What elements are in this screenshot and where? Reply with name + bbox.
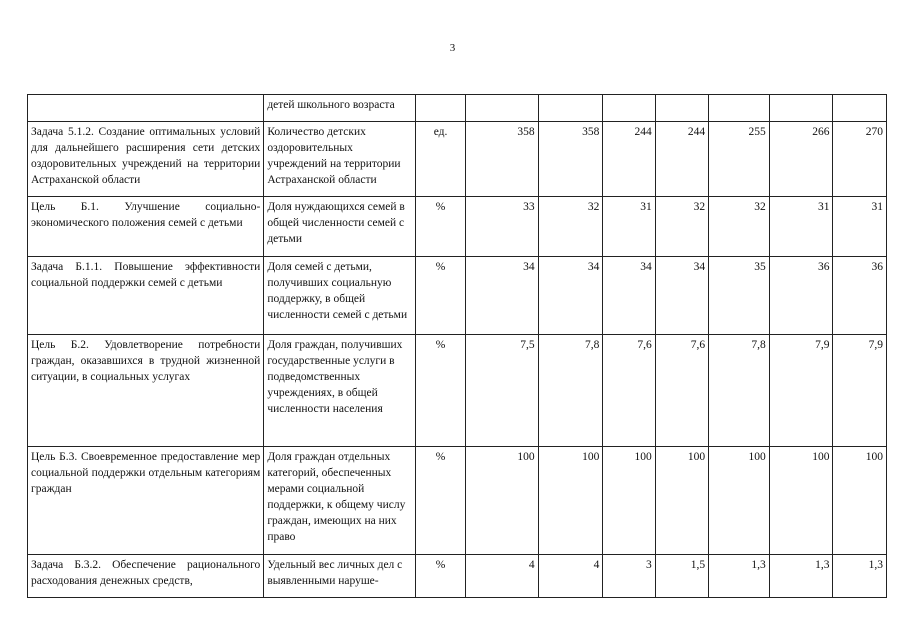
goal-cell bbox=[28, 95, 264, 122]
page-number: 3 bbox=[449, 42, 456, 54]
value-cell bbox=[769, 95, 833, 122]
value-cell: 7,6 bbox=[655, 335, 708, 447]
value-cell: 34 bbox=[603, 257, 655, 335]
value-cell: 33 bbox=[465, 197, 538, 257]
value-cell: 4 bbox=[465, 555, 538, 598]
unit-cell: ед. bbox=[416, 122, 465, 197]
value-cell: 32 bbox=[655, 197, 708, 257]
indicators-table bbox=[27, 94, 887, 598]
value-cell bbox=[538, 95, 603, 122]
unit-cell: % bbox=[416, 555, 465, 598]
goal-cell: Цель Б.1. Улучшение социально-экономического положения семей с детьми bbox=[28, 197, 264, 257]
value-cell: 7,8 bbox=[709, 335, 770, 447]
value-cell: 7,8 bbox=[538, 335, 603, 447]
value-cell: 358 bbox=[538, 122, 603, 197]
value-cell: 7,9 bbox=[833, 335, 887, 447]
value-cell: 32 bbox=[538, 197, 603, 257]
table-row bbox=[28, 447, 887, 555]
indicator-cell: Доля граждан отдельных категорий, обеспеченных мерами социальной поддержки, к общему числу граждан, имеющих на них право bbox=[264, 447, 416, 555]
value-cell: 100 bbox=[833, 447, 887, 555]
value-cell: 100 bbox=[465, 447, 538, 555]
indicator-cell: Доля граждан, получивших государственные услуги в подведомственных учреждениях, в общей численности населения bbox=[264, 335, 416, 447]
value-cell: 100 bbox=[655, 447, 708, 555]
value-cell: 34 bbox=[655, 257, 708, 335]
value-cell: 100 bbox=[603, 447, 655, 555]
goal-cell: Задача Б.1.1. Повышение эффективности социальной поддержки семей с детьми bbox=[28, 257, 264, 335]
value-cell: 4 bbox=[538, 555, 603, 598]
value-cell: 266 bbox=[769, 122, 833, 197]
value-cell: 34 bbox=[538, 257, 603, 335]
value-cell: 100 bbox=[769, 447, 833, 555]
table-row bbox=[28, 197, 887, 257]
value-cell: 1,3 bbox=[709, 555, 770, 598]
goal-cell: Цель Б.2. Удовлетворение потребности граждан, оказавшихся в трудной жизненной ситуации, в социальных услугах bbox=[28, 335, 264, 447]
value-cell: 34 bbox=[465, 257, 538, 335]
value-cell: 1,3 bbox=[769, 555, 833, 598]
value-cell: 31 bbox=[833, 197, 887, 257]
indicator-cell: детей школьного возраста bbox=[264, 95, 416, 122]
table-row bbox=[28, 257, 887, 335]
value-cell: 31 bbox=[603, 197, 655, 257]
value-cell: 100 bbox=[709, 447, 770, 555]
value-cell: 100 bbox=[538, 447, 603, 555]
goal-cell: Цель Б.3. Своевременное предоставление мер социальной поддержки отдельным категориям граждан bbox=[28, 447, 264, 555]
value-cell bbox=[709, 95, 770, 122]
value-cell bbox=[833, 95, 887, 122]
unit-cell: % bbox=[416, 197, 465, 257]
value-cell: 35 bbox=[709, 257, 770, 335]
indicator-cell: Удельный вес личных дел с выявленными наруше- bbox=[264, 555, 416, 598]
unit-cell bbox=[416, 95, 465, 122]
value-cell: 3 bbox=[603, 555, 655, 598]
value-cell: 255 bbox=[709, 122, 770, 197]
indicator-cell: Доля семей с детьми, получивших социальную поддержку, в общей численности семей с детьми bbox=[264, 257, 416, 335]
value-cell bbox=[655, 95, 708, 122]
indicator-cell: Количество детских оздоровительных учреждений на территории Астраханской области bbox=[264, 122, 416, 197]
table-row bbox=[28, 122, 887, 197]
goal-cell: Задача Б.3.2. Обеспечение рационального расходования денежных средств, bbox=[28, 555, 264, 598]
unit-cell: % bbox=[416, 447, 465, 555]
value-cell: 244 bbox=[655, 122, 708, 197]
value-cell: 270 bbox=[833, 122, 887, 197]
value-cell: 1,5 bbox=[655, 555, 708, 598]
value-cell: 32 bbox=[709, 197, 770, 257]
value-cell: 244 bbox=[603, 122, 655, 197]
table-row bbox=[28, 555, 887, 598]
value-cell: 358 bbox=[465, 122, 538, 197]
value-cell: 36 bbox=[769, 257, 833, 335]
unit-cell: % bbox=[416, 257, 465, 335]
value-cell: 36 bbox=[833, 257, 887, 335]
value-cell: 7,5 bbox=[465, 335, 538, 447]
unit-cell: % bbox=[416, 335, 465, 447]
value-cell bbox=[465, 95, 538, 122]
value-cell: 31 bbox=[769, 197, 833, 257]
value-cell: 7,9 bbox=[769, 335, 833, 447]
value-cell: 7,6 bbox=[603, 335, 655, 447]
table-row bbox=[28, 95, 887, 122]
value-cell: 1,3 bbox=[833, 555, 887, 598]
value-cell bbox=[603, 95, 655, 122]
table-row bbox=[28, 335, 887, 447]
indicator-cell: Доля нуждающихся семей в общей численности семей с детьми bbox=[264, 197, 416, 257]
goal-cell: Задача 5.1.2. Создание оптимальных условий для дальнейшего расширения сети детских оздоровительных учреждений на территории Астраханской области bbox=[28, 122, 264, 197]
